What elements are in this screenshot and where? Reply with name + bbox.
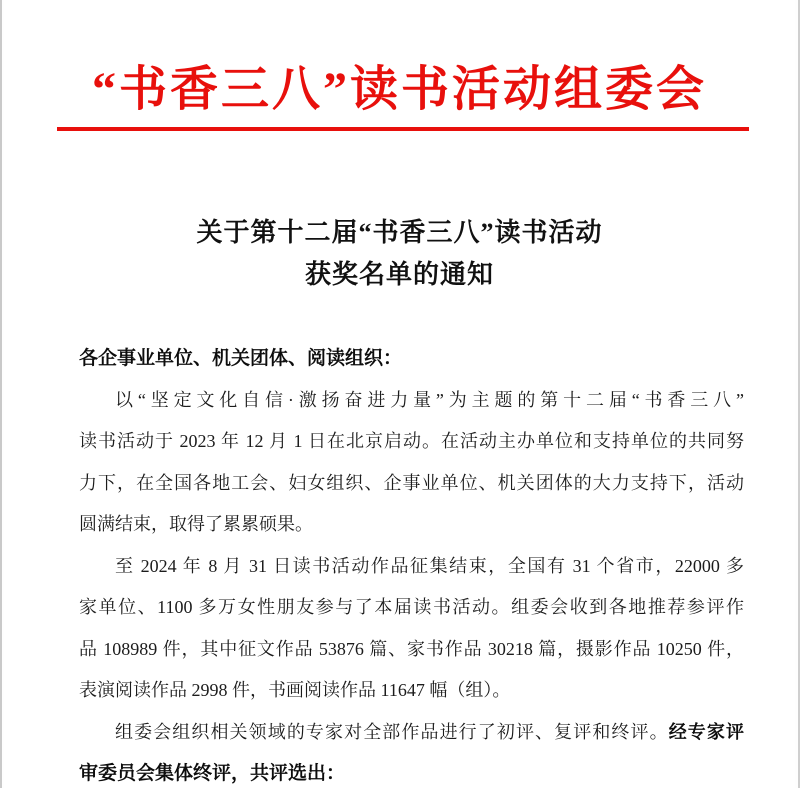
body-line: 家单位、1100 多万女性朋友参与了本届读书活动。组委会收到各地推荐参评作: [79, 597, 744, 617]
body-line: 读书活动于 2023 年 12 月 1 日在北京启动。在活动主办单位和支持单位的共同努: [79, 431, 744, 451]
doc-title-line2: 获奖名单的通知: [304, 260, 494, 289]
body-line: 圆满结束，取得了累累硕果。: [79, 514, 313, 534]
body-line: 至 2024 年 8 月 31 日读书活动作品征集结束，全国有 31 个省市，22000 多: [115, 555, 744, 576]
body-line: 力下，在全国各地工会、妇女组织、企事业单位、机关团体的大力支持下，活动: [79, 472, 744, 493]
body-line-bold-text: 经专家评: [668, 721, 744, 742]
letterhead-title: “书香三八”读书活动组委会: [91, 63, 707, 116]
doc-title: [4, 212, 795, 296]
body-line: 表演阅读作品 2998 件，书画阅读作品 11647 幅（组）。: [79, 680, 511, 700]
body-line-regular-text: 组委会组织相关领域的专家对全部作品进行了初评、复评和终评。: [115, 721, 669, 742]
body-line: 品 108989 件，其中征文作品 53876 篇、家书作品 30218 篇，摄影作品 10250 件，: [79, 638, 744, 659]
page-background: [4, 0, 795, 788]
closing-line: 审委员会集体终评，共评选出：: [79, 763, 346, 784]
body-line: 以“坚定文化自信·激扬奋进力量”为主题的第十二届“书香三八”: [115, 389, 744, 410]
body-text: [79, 338, 744, 788]
letterhead-rule: [57, 127, 749, 131]
body-line: [79, 712, 744, 754]
doc-title-line1: 关于第十二届“书香三八”读书活动: [196, 218, 603, 247]
salutation-line: 各企事业单位、机关团体、阅读组织：: [79, 348, 403, 369]
